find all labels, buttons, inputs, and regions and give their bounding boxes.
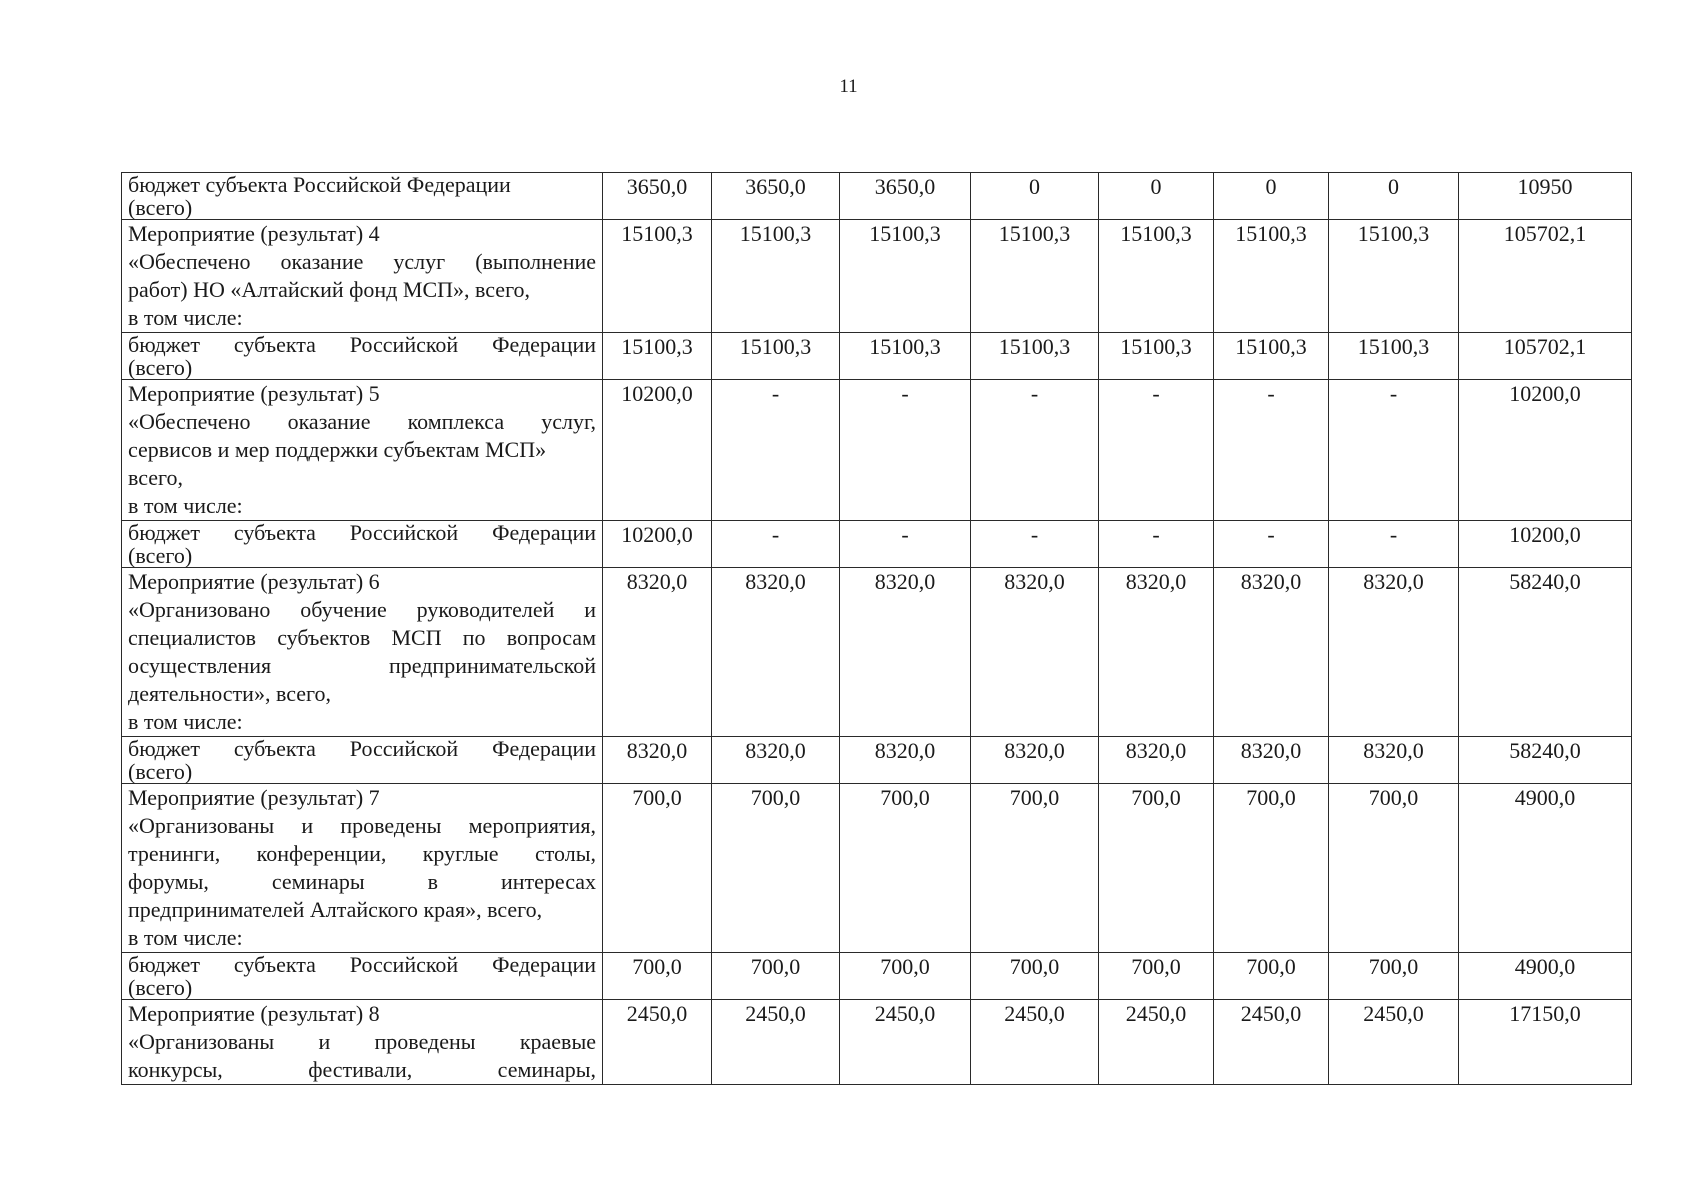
description-line: Мероприятие (результат) 4 — [128, 221, 380, 246]
year-value-cell: 8320,0 — [603, 737, 712, 784]
year-value-cell: - — [1214, 380, 1329, 521]
year-value-cell: 0 — [971, 173, 1099, 220]
description-line: «Организованы и проведены мероприятия, — [128, 813, 596, 838]
budget-row — [122, 173, 1632, 220]
year-value-cell: 8320,0 — [1214, 568, 1329, 737]
description-line: бюджет субъекта Российской Федерации — [128, 736, 596, 761]
year-value-cell: 15100,3 — [1099, 220, 1214, 333]
description-line: «Обеспечено оказание комплекса услуг, — [128, 409, 596, 434]
year-value-cell: 8320,0 — [1329, 737, 1459, 784]
year-value-cell: 0 — [1214, 173, 1329, 220]
total-cell: 4900,0 — [1459, 953, 1632, 1000]
year-value-cell: 700,0 — [1214, 784, 1329, 953]
year-value-cell: 8320,0 — [1329, 568, 1459, 737]
description-line: (всего) — [128, 543, 193, 568]
year-value-cell: 2450,0 — [1214, 1000, 1329, 1085]
year-value-cell: 15100,3 — [971, 333, 1099, 380]
description-line: сервисов и мер поддержки субъектам МСП» — [128, 437, 547, 462]
description-line: «Обеспечено оказание услуг (выполнение — [128, 249, 596, 274]
event-row — [122, 220, 1632, 333]
description-line: осуществления предпринимательской — [128, 653, 596, 678]
budget-row — [122, 737, 1632, 784]
budget-source-label — [122, 953, 603, 1000]
total-cell: 10200,0 — [1459, 380, 1632, 521]
event-description — [122, 380, 603, 521]
event-row — [122, 568, 1632, 737]
year-value-cell: 700,0 — [971, 784, 1099, 953]
description-line: всего, — [128, 465, 184, 490]
description-line: бюджет субъекта Российской Федерации — [128, 172, 511, 197]
total-cell: 10200,0 — [1459, 521, 1632, 568]
year-value-cell: - — [840, 380, 971, 521]
description-line: тренинги, конференции, круглые столы, — [128, 841, 596, 866]
description-line: бюджет субъекта Российской Федерации — [128, 952, 596, 977]
year-value-cell: 8320,0 — [712, 568, 840, 737]
budget-source-label — [122, 737, 603, 784]
description-line: специалистов субъектов МСП по вопросам — [128, 625, 596, 650]
year-value-cell: 700,0 — [1329, 784, 1459, 953]
year-value-cell: 15100,3 — [1329, 220, 1459, 333]
description-line: в том числе: — [128, 305, 243, 330]
total-cell: 10950 — [1459, 173, 1632, 220]
year-value-cell: 0 — [1329, 173, 1459, 220]
event-row — [122, 1000, 1632, 1085]
description-line: бюджет субъекта Российской Федерации — [128, 520, 596, 545]
description-line: (всего) — [128, 759, 193, 784]
year-value-cell: 8320,0 — [840, 737, 971, 784]
year-value-cell: 8320,0 — [971, 568, 1099, 737]
total-cell: 17150,0 — [1459, 1000, 1632, 1085]
year-value-cell: 700,0 — [603, 953, 712, 1000]
year-value-cell: 700,0 — [1329, 953, 1459, 1000]
year-value-cell: - — [712, 380, 840, 521]
year-value-cell: 8320,0 — [1099, 737, 1214, 784]
description-line: форумы, семинары в интересах — [128, 869, 596, 894]
year-value-cell: 700,0 — [1099, 784, 1214, 953]
description-line: в том числе: — [128, 925, 243, 950]
budget-row — [122, 953, 1632, 1000]
description-line: в том числе: — [128, 709, 243, 734]
year-value-cell: 8320,0 — [1214, 737, 1329, 784]
table-body — [122, 173, 1632, 1085]
description-line: «Организованы и проведены краевые — [128, 1029, 596, 1054]
financing-table — [121, 172, 1632, 1085]
year-value-cell: - — [1214, 521, 1329, 568]
year-value-cell: 15100,3 — [1214, 333, 1329, 380]
description-line: Мероприятие (результат) 5 — [128, 381, 380, 406]
year-value-cell: 10200,0 — [603, 521, 712, 568]
event-description — [122, 568, 603, 737]
budget-row — [122, 333, 1632, 380]
year-value-cell: 0 — [1099, 173, 1214, 220]
year-value-cell: 3650,0 — [603, 173, 712, 220]
year-value-cell: 8320,0 — [971, 737, 1099, 784]
description-line: бюджет субъекта Российской Федерации — [128, 332, 596, 357]
year-value-cell: 15100,3 — [712, 220, 840, 333]
event-description — [122, 784, 603, 953]
year-value-cell: 2450,0 — [603, 1000, 712, 1085]
year-value-cell: 15100,3 — [603, 220, 712, 333]
description-line: в том числе: — [128, 493, 243, 518]
budget-row — [122, 521, 1632, 568]
description-line: (всего) — [128, 195, 193, 220]
total-cell: 105702,1 — [1459, 220, 1632, 333]
year-value-cell: 8320,0 — [1099, 568, 1214, 737]
year-value-cell: 15100,3 — [840, 333, 971, 380]
year-value-cell: - — [712, 521, 840, 568]
event-description — [122, 220, 603, 333]
year-value-cell: 10200,0 — [603, 380, 712, 521]
year-value-cell: - — [971, 521, 1099, 568]
year-value-cell: 700,0 — [712, 784, 840, 953]
description-line: работ) НО «Алтайский фонд МСП», всего, — [128, 277, 531, 302]
year-value-cell: 3650,0 — [840, 173, 971, 220]
year-value-cell: 15100,3 — [603, 333, 712, 380]
year-value-cell: - — [971, 380, 1099, 521]
year-value-cell: - — [1099, 380, 1214, 521]
budget-source-label — [122, 521, 603, 568]
description-line: предпринимателей Алтайского края», всего, — [128, 897, 543, 922]
budget-source-label — [122, 173, 603, 220]
year-value-cell: 700,0 — [1214, 953, 1329, 1000]
year-value-cell: 2450,0 — [712, 1000, 840, 1085]
description-line: (всего) — [128, 975, 193, 1000]
year-value-cell: 2450,0 — [1329, 1000, 1459, 1085]
year-value-cell: 700,0 — [603, 784, 712, 953]
year-value-cell: 2450,0 — [1099, 1000, 1214, 1085]
year-value-cell: - — [1099, 521, 1214, 568]
total-cell: 4900,0 — [1459, 784, 1632, 953]
year-value-cell: 700,0 — [840, 784, 971, 953]
year-value-cell: 8320,0 — [840, 568, 971, 737]
description-line: «Организовано обучение руководителей и — [128, 597, 596, 622]
description-line: (всего) — [128, 355, 193, 380]
description-line: деятельности», всего, — [128, 681, 331, 706]
year-value-cell: 8320,0 — [603, 568, 712, 737]
year-value-cell: 700,0 — [1099, 953, 1214, 1000]
total-cell: 105702,1 — [1459, 333, 1632, 380]
year-value-cell: 700,0 — [712, 953, 840, 1000]
page-number: 11 — [839, 76, 858, 97]
year-value-cell: 15100,3 — [971, 220, 1099, 333]
year-value-cell: 15100,3 — [840, 220, 971, 333]
year-value-cell: 2450,0 — [840, 1000, 971, 1085]
year-value-cell: 8320,0 — [712, 737, 840, 784]
description-line: Мероприятие (результат) 6 — [128, 569, 380, 594]
total-cell: 58240,0 — [1459, 737, 1632, 784]
year-value-cell: 700,0 — [971, 953, 1099, 1000]
year-value-cell: - — [1329, 521, 1459, 568]
year-value-cell: 3650,0 — [712, 173, 840, 220]
year-value-cell: 700,0 — [840, 953, 971, 1000]
event-description — [122, 1000, 603, 1085]
year-value-cell: - — [1329, 380, 1459, 521]
description-line: конкурсы, фестивали, семинары, — [128, 1057, 596, 1082]
year-value-cell: 15100,3 — [1099, 333, 1214, 380]
year-value-cell: 15100,3 — [1329, 333, 1459, 380]
budget-source-label — [122, 333, 603, 380]
description-line: Мероприятие (результат) 8 — [128, 1001, 380, 1026]
event-row — [122, 380, 1632, 521]
year-value-cell: 15100,3 — [712, 333, 840, 380]
year-value-cell: 2450,0 — [971, 1000, 1099, 1085]
description-line: Мероприятие (результат) 7 — [128, 785, 380, 810]
year-value-cell: 15100,3 — [1214, 220, 1329, 333]
year-value-cell: - — [840, 521, 971, 568]
total-cell: 58240,0 — [1459, 568, 1632, 737]
event-row — [122, 784, 1632, 953]
